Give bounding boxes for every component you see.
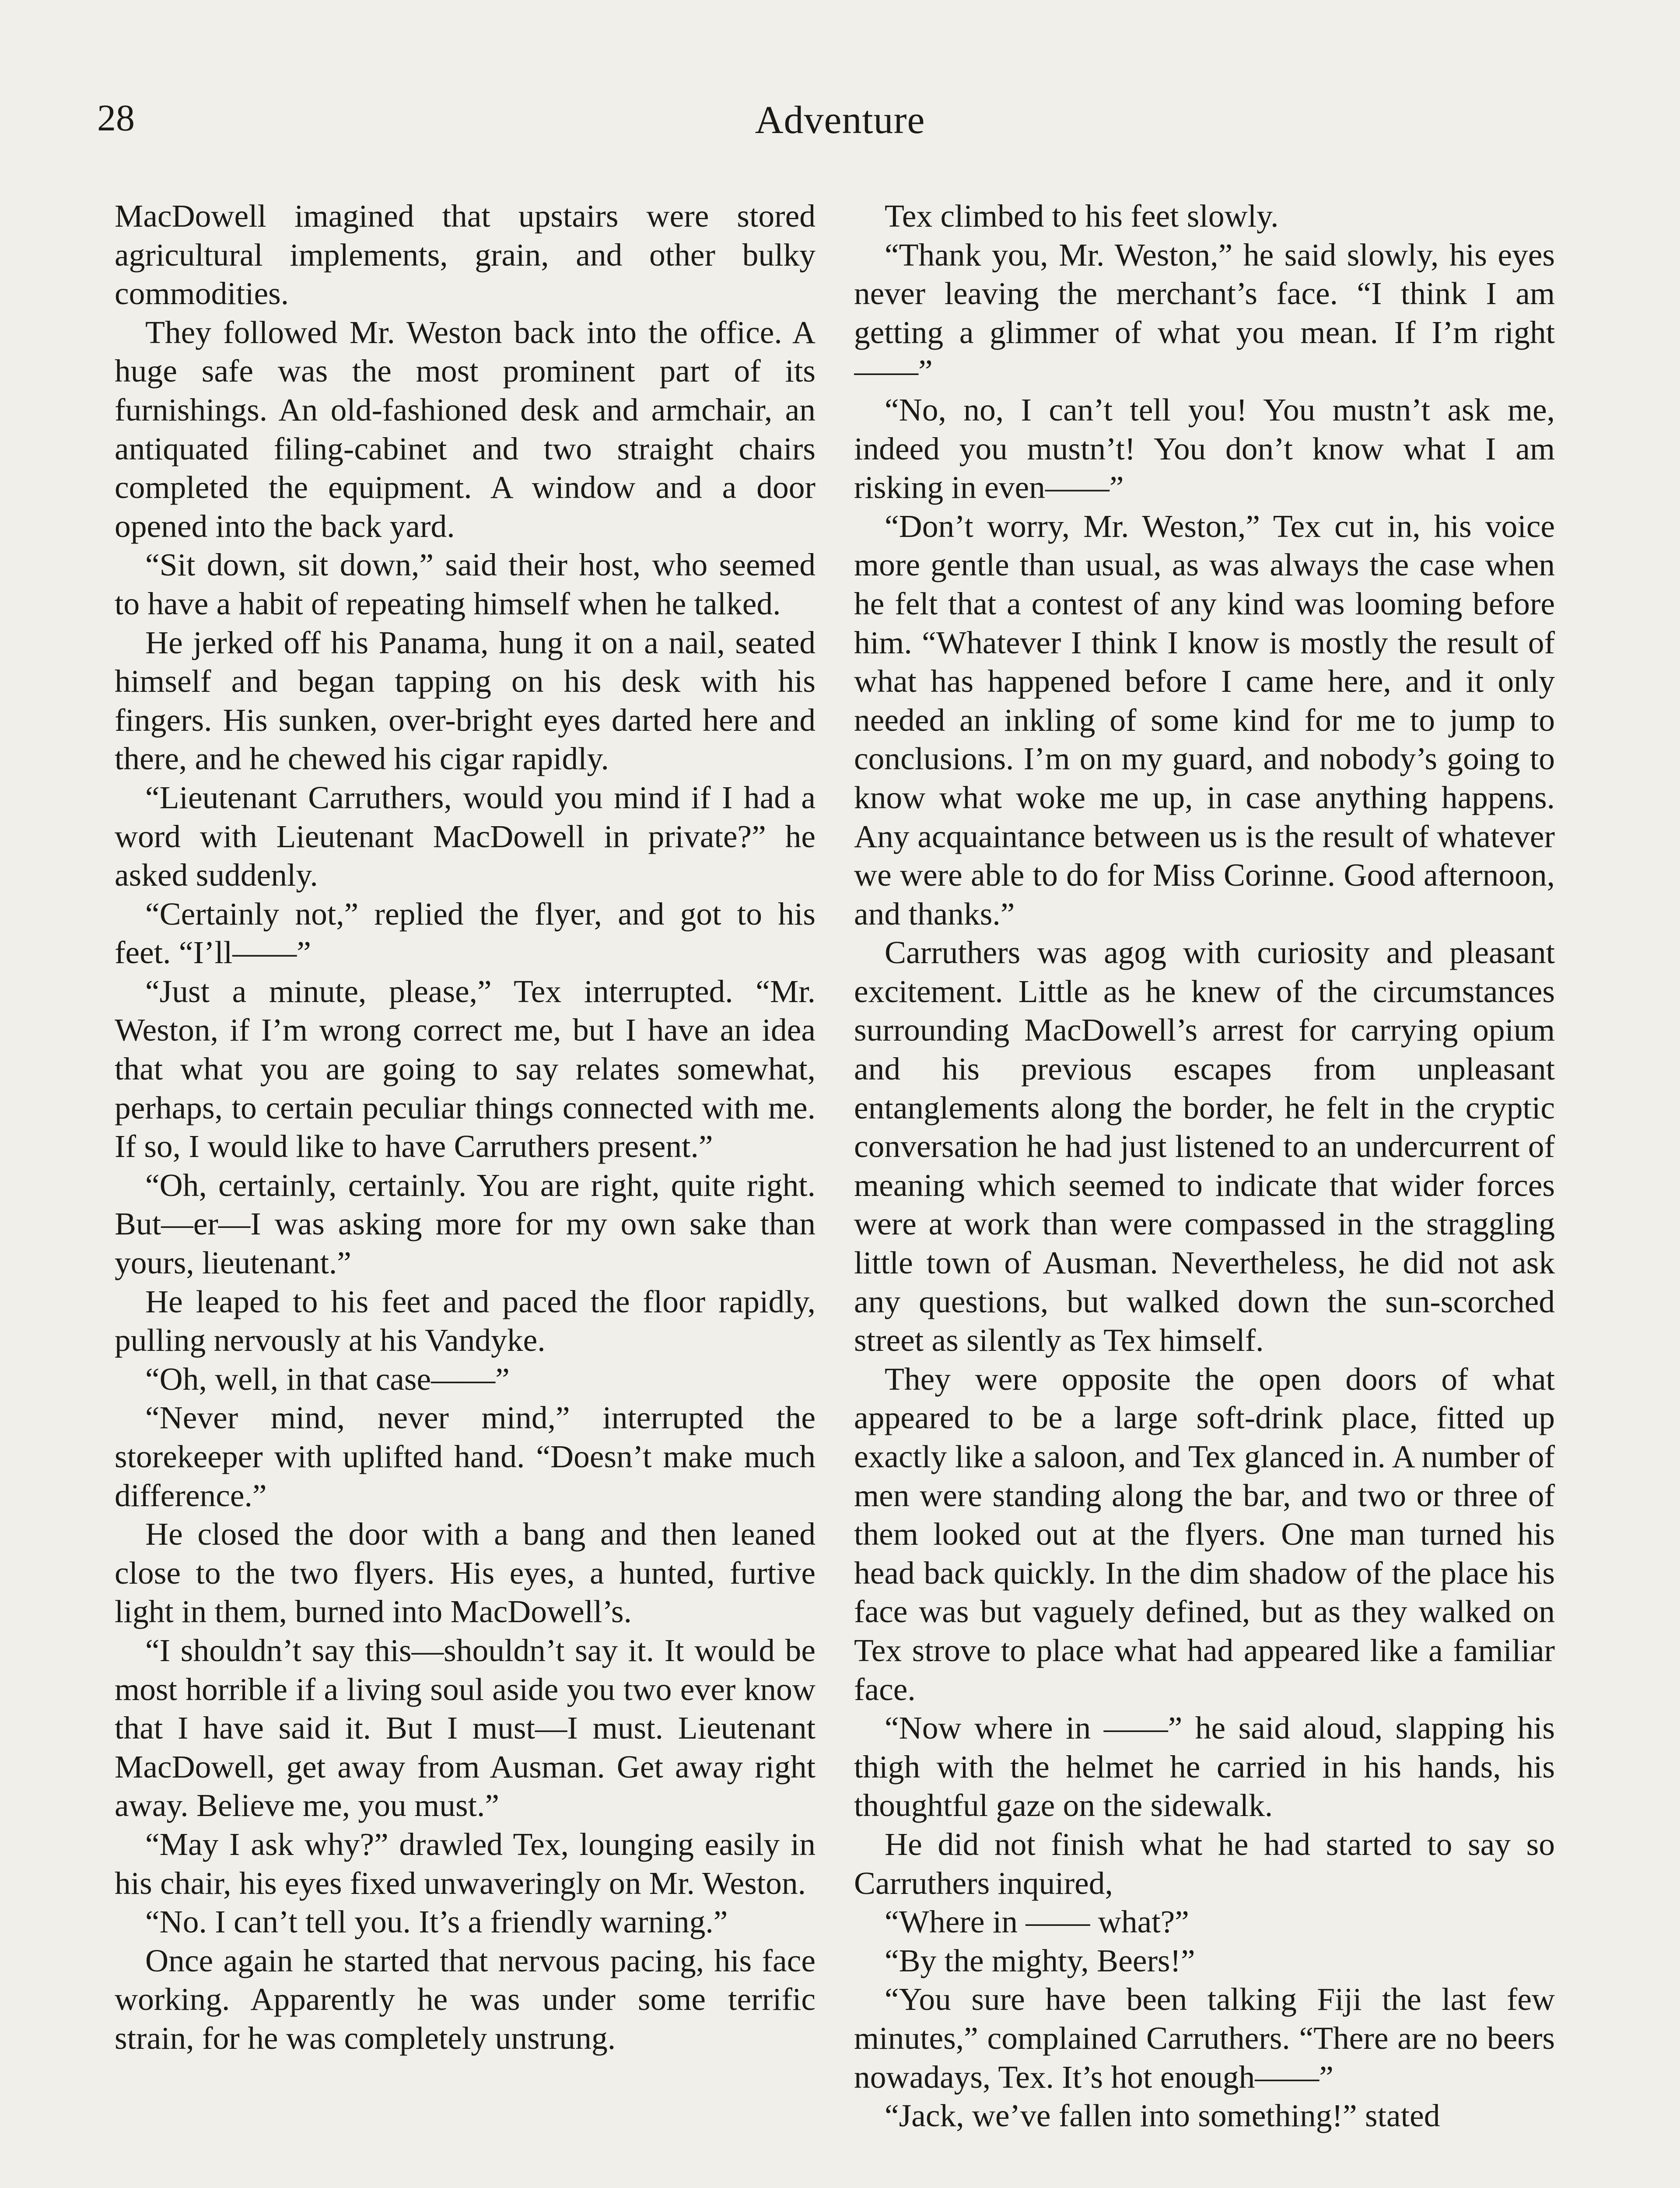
paragraph: “Certainly not,” replied the flyer, and got to his feet. “I’ll——” [115, 896, 816, 971]
paragraph: “You sure have been talking Fiji the last few minutes,” complained Carruthers. “There are no beers nowadays, Tex. It’s hot enough——” [854, 1981, 1555, 2095]
paragraph: “I shouldn’t say this—shouldn’t say it. It would be most horrible if a living soul aside you two ever know that I have said it. But I must—I must. Lieutenant MacDowell, get away from Ausman. Get away right away. Believe me, you must.” [115, 1632, 816, 1823]
paragraph: “Where in —— what?” [885, 1904, 1189, 1940]
paragraph: “No. I can’t tell you. It’s a friendly warning.” [145, 1904, 728, 1940]
paragraph: MacDowell imagined that upstairs were stored agricultural implements, grain, and other bulky commodities. [115, 198, 816, 312]
paragraph: “Jack, we’ve fallen into something!” stated [885, 2098, 1440, 2134]
paragraph: They were opposite the open doors of what appeared to be a large soft-drink place, fitted up exactly like a saloon, and Tex glanced in. A number of men were standing along the bar, and two or three of them looked out at the flyers. One man turned his head back quickly. In the dim shadow of the place his face was but vaguely defined, but as they walked on Tex strove to place what had appeared like a familiar face. [854, 1361, 1555, 1707]
paragraph: “Now where in ——” he said aloud, slapping his thigh with the helmet he carried in his hands, his thoughtful gaze on the sidewalk. [854, 1710, 1555, 1823]
page-number: 28 [97, 97, 135, 139]
right-column [854, 197, 1555, 2188]
paragraph: “Don’t worry, Mr. Weston,” Tex cut in, his voice more gentle than usual, as was always the case when he felt that a contest of any kind was looming before him. “Whatever I think I know is mostly the result of what has happened before I came here, and it only needed an inkling of some kind for me to jump to conclusions. I’m on my guard, and nobody’s going to know what woke me up, in case anything happens. Any acquaintance between us is the result of whatever we were able to do for Miss Corinne. Good afternoon, and thanks.” [854, 508, 1555, 932]
paragraph: Once again he started that nervous pacing, his face working. Apparently he was under some terrific strain, for he was completely unstrung. [115, 1943, 816, 2056]
paragraph: Carruthers was agog with curiosity and pleasant excitement. Little as he knew of the circumstances surrounding MacDowell’s arrest for carrying opium and his previous escapes from unpleasant entanglements along the border, he felt in the cryptic conversation he had just listened to an undercurrent of meaning which seemed to indicate that wider forces were at work than were compassed in the straggling little town of Ausman. Nevertheless, he did not ask any questions, but walked down the sun-scorched street as silently as Tex himself. [854, 935, 1555, 1358]
running-title: Adventure [755, 98, 925, 142]
paragraph: “Lieutenant Carruthers, would you mind if I had a word with Lieutenant MacDowell in private?” he asked suddenly. [115, 779, 816, 893]
paragraph: “Oh, certainly, certainly. You are right, quite right. But—er—I was asking more for my own sake than yours, lieutenant.” [115, 1167, 816, 1281]
paragraph: “Thank you, Mr. Weston,” he said slowly, his eyes never leaving the merchant’s face. “I think I am getting a glimmer of what you mean. If I’m right——” [854, 237, 1555, 389]
paragraph: He jerked off his Panama, hung it on a nail, seated himself and began tapping on his desk with his fingers. His sunken, over-bright eyes darted here and there, and he chewed his cigar rapidly. [115, 624, 816, 777]
left-column [115, 197, 816, 2188]
paragraph: “Just a minute, please,” Tex interrupted. “Mr. Weston, if I’m wrong correct me, but I have an idea that what you are going to say relates somewhat, perhaps, to certain peculiar things connected with me. If so, I would like to have Carruthers present.” [115, 973, 816, 1164]
paragraph: “By the mighty, Beers!” [885, 1943, 1195, 1978]
paragraph: He did not finish what he had started to say so Carruthers inquired, [854, 1826, 1555, 1901]
paragraph: He closed the door with a bang and then leaned close to the two flyers. His eyes, a hunted, furtive light in them, burned into MacDowell’s. [115, 1516, 816, 1630]
paragraph: He leaped to his feet and paced the floor rapidly, pulling nervously at his Vandyke. [115, 1283, 816, 1358]
paragraph: They followed Mr. Weston back into the office. A huge safe was the most prominent part of its furnishings. An old-fashioned desk and armchair, an antiquated filing-cabinet and two straight chairs completed the equipment. A window and a door opened into the back yard. [115, 314, 816, 544]
paragraph: “Sit down, sit down,” said their host, who seemed to have a habit of repeating himself when he talked. [115, 547, 816, 621]
paragraph: “Oh, well, in that case——” [145, 1361, 510, 1397]
paragraph: “May I ask why?” drawled Tex, lounging easily in his chair, his eyes fixed unwaveringly on Mr. Weston. [115, 1826, 816, 1901]
paragraph: “No, no, I can’t tell you! You mustn’t ask me, indeed you mustn’t! You don’t know what I am risking in even——” [854, 392, 1555, 505]
paragraph: Tex climbed to his feet slowly. [885, 198, 1279, 234]
paragraph: “Never mind, never mind,” interrupted the storekeeper with uplifted hand. “Doesn’t make much difference.” [115, 1400, 816, 1513]
